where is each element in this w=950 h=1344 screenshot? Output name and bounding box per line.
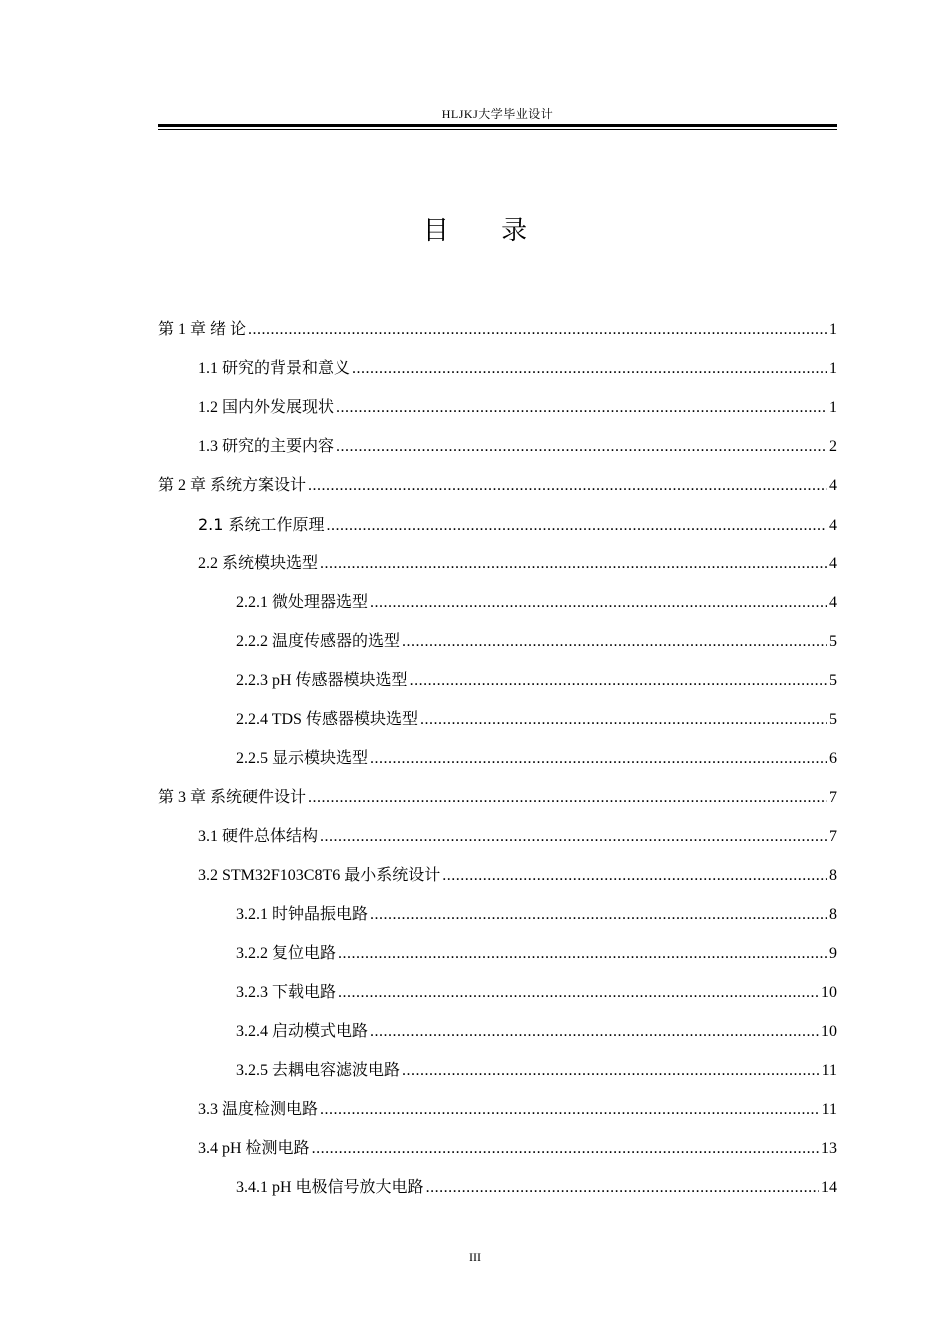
toc-entry[interactable] — [158, 778, 837, 817]
toc-dot-leader — [442, 856, 827, 895]
toc-entry-page: 11 — [821, 1062, 837, 1079]
toc-entry[interactable] — [158, 544, 837, 583]
toc-dot-leader — [338, 973, 819, 1012]
toc-entry[interactable] — [158, 466, 837, 505]
toc-dot-leader — [426, 1168, 819, 1207]
toc-entry-label: 第 1 章 绪 论 — [158, 321, 247, 338]
toc-entry-page: 2 — [829, 438, 837, 455]
toc-entry-page: 6 — [829, 750, 837, 767]
toc-entry-page: 1 — [829, 399, 837, 416]
toc-entry-label: 3.2.1 时钟晶振电路 — [236, 906, 369, 923]
toc-dot-leader — [410, 661, 827, 700]
toc-entry-label: 2.2.2 温度传感器的选型 — [236, 633, 401, 650]
toc-entry-page: 14 — [821, 1179, 837, 1196]
toc-entry-page: 4 — [829, 477, 837, 494]
toc-entry[interactable] — [158, 1129, 837, 1168]
toc-entry-label: 2.2 系统模块选型 — [198, 555, 319, 572]
toc-entry[interactable] — [158, 856, 837, 895]
toc-entry-label: 2.2.4 TDS 传感器模块选型 — [236, 711, 418, 728]
toc-dot-leader — [320, 1090, 820, 1129]
toc-entry[interactable] — [158, 817, 837, 856]
toc-entry[interactable] — [158, 700, 837, 739]
toc-entry-page: 7 — [829, 828, 837, 845]
toc-entry[interactable] — [158, 505, 837, 544]
toc-entry[interactable] — [158, 934, 837, 973]
toc-entry-label: 3.2.5 去耦电容滤波电路 — [236, 1062, 401, 1079]
toc-entry[interactable] — [158, 661, 837, 700]
toc-dot-leader — [370, 739, 827, 778]
toc-dot-leader — [308, 778, 827, 817]
toc-entry[interactable] — [158, 583, 837, 622]
toc-dot-leader — [320, 817, 827, 856]
toc-entry-label: 2.2.1 微处理器选型 — [236, 594, 369, 611]
toc-entry-label: 第 2 章 系统方案设计 — [158, 477, 307, 494]
toc-dot-leader — [312, 1129, 819, 1168]
toc-entry-label: 2.2.3 pH 传感器模块选型 — [236, 672, 408, 689]
toc-dot-leader — [352, 349, 827, 388]
toc-entry-page: 1 — [829, 360, 837, 377]
toc-entry-page: 4 — [829, 555, 837, 572]
toc-entry-page: 11 — [821, 1101, 837, 1118]
toc-dot-leader — [420, 700, 827, 739]
toc-entry-label: 3.4 pH 检测电路 — [198, 1140, 310, 1157]
toc-entry-page: 9 — [829, 945, 837, 962]
toc-dot-leader — [327, 506, 827, 545]
toc-entry-label: 3.3 温度检测电路 — [198, 1101, 319, 1118]
header-rule-thin — [158, 129, 837, 130]
toc-entry-label: 3.2.2 复位电路 — [236, 945, 337, 962]
toc-dot-leader — [248, 310, 827, 349]
toc-dot-leader — [370, 583, 827, 622]
toc-entry-label: 3.2.3 下载电路 — [236, 984, 337, 1001]
page-number: III — [469, 1250, 481, 1264]
page-title: 目 录 — [422, 216, 550, 246]
toc-entry-label: 2.2.5 显示模块选型 — [236, 750, 369, 767]
toc-entry-page: 5 — [829, 711, 837, 728]
toc-entry[interactable] — [158, 1012, 837, 1051]
toc-entry[interactable] — [158, 1090, 837, 1129]
toc-dot-leader — [338, 934, 827, 973]
toc-entry[interactable] — [158, 310, 837, 349]
toc-dot-leader — [402, 622, 827, 661]
running-header: HLJKJ大学毕业设计 — [441, 107, 554, 121]
toc-dot-leader — [402, 1051, 820, 1090]
toc-entry-page: 13 — [821, 1140, 837, 1157]
toc-entry-page: 8 — [829, 867, 837, 884]
toc-entry-label: 3.2.4 启动模式电路 — [236, 1023, 369, 1040]
toc-entry-page: 7 — [829, 789, 837, 806]
header-rule-thick — [158, 124, 837, 127]
toc-entry[interactable] — [158, 973, 837, 1012]
toc-dot-leader — [320, 544, 827, 583]
toc-entry-page: 4 — [829, 594, 837, 611]
toc-dot-leader — [370, 895, 827, 934]
toc-entry-label: 1.3 研究的主要内容 — [198, 438, 335, 455]
toc-dot-leader — [336, 427, 827, 466]
table-of-contents — [158, 310, 837, 1207]
toc-entry[interactable] — [158, 622, 837, 661]
toc-entry[interactable] — [158, 349, 837, 388]
toc-dot-leader — [370, 1012, 819, 1051]
toc-entry-label: 3.2 STM32F103C8T6 最小系统设计 — [198, 867, 441, 884]
toc-entry-label: 3.4.1 pH 电极信号放大电路 — [236, 1179, 424, 1196]
toc-entry-page: 1 — [829, 321, 837, 338]
toc-entry-page: 5 — [829, 672, 837, 689]
toc-entry[interactable] — [158, 1168, 837, 1207]
toc-entry-label: 2.1 系统工作原理 — [198, 515, 325, 534]
toc-entry-page: 5 — [829, 633, 837, 650]
toc-entry-page: 8 — [829, 906, 837, 923]
toc-entry[interactable] — [158, 388, 837, 427]
toc-entry-label: 3.1 硬件总体结构 — [198, 828, 319, 845]
toc-entry-label: 1.2 国内外发展现状 — [198, 399, 335, 416]
toc-entry[interactable] — [158, 1051, 837, 1090]
toc-dot-leader — [308, 466, 827, 505]
toc-entry-page: 10 — [821, 984, 837, 1001]
toc-entry[interactable] — [158, 895, 837, 934]
toc-dot-leader — [336, 388, 827, 427]
toc-entry[interactable] — [158, 739, 837, 778]
toc-entry-label: 1.1 研究的背景和意义 — [198, 360, 351, 377]
toc-entry[interactable] — [158, 427, 837, 466]
toc-entry-page: 10 — [821, 1023, 837, 1040]
toc-entry-page: 4 — [829, 517, 837, 534]
toc-entry-label: 第 3 章 系统硬件设计 — [158, 789, 307, 806]
